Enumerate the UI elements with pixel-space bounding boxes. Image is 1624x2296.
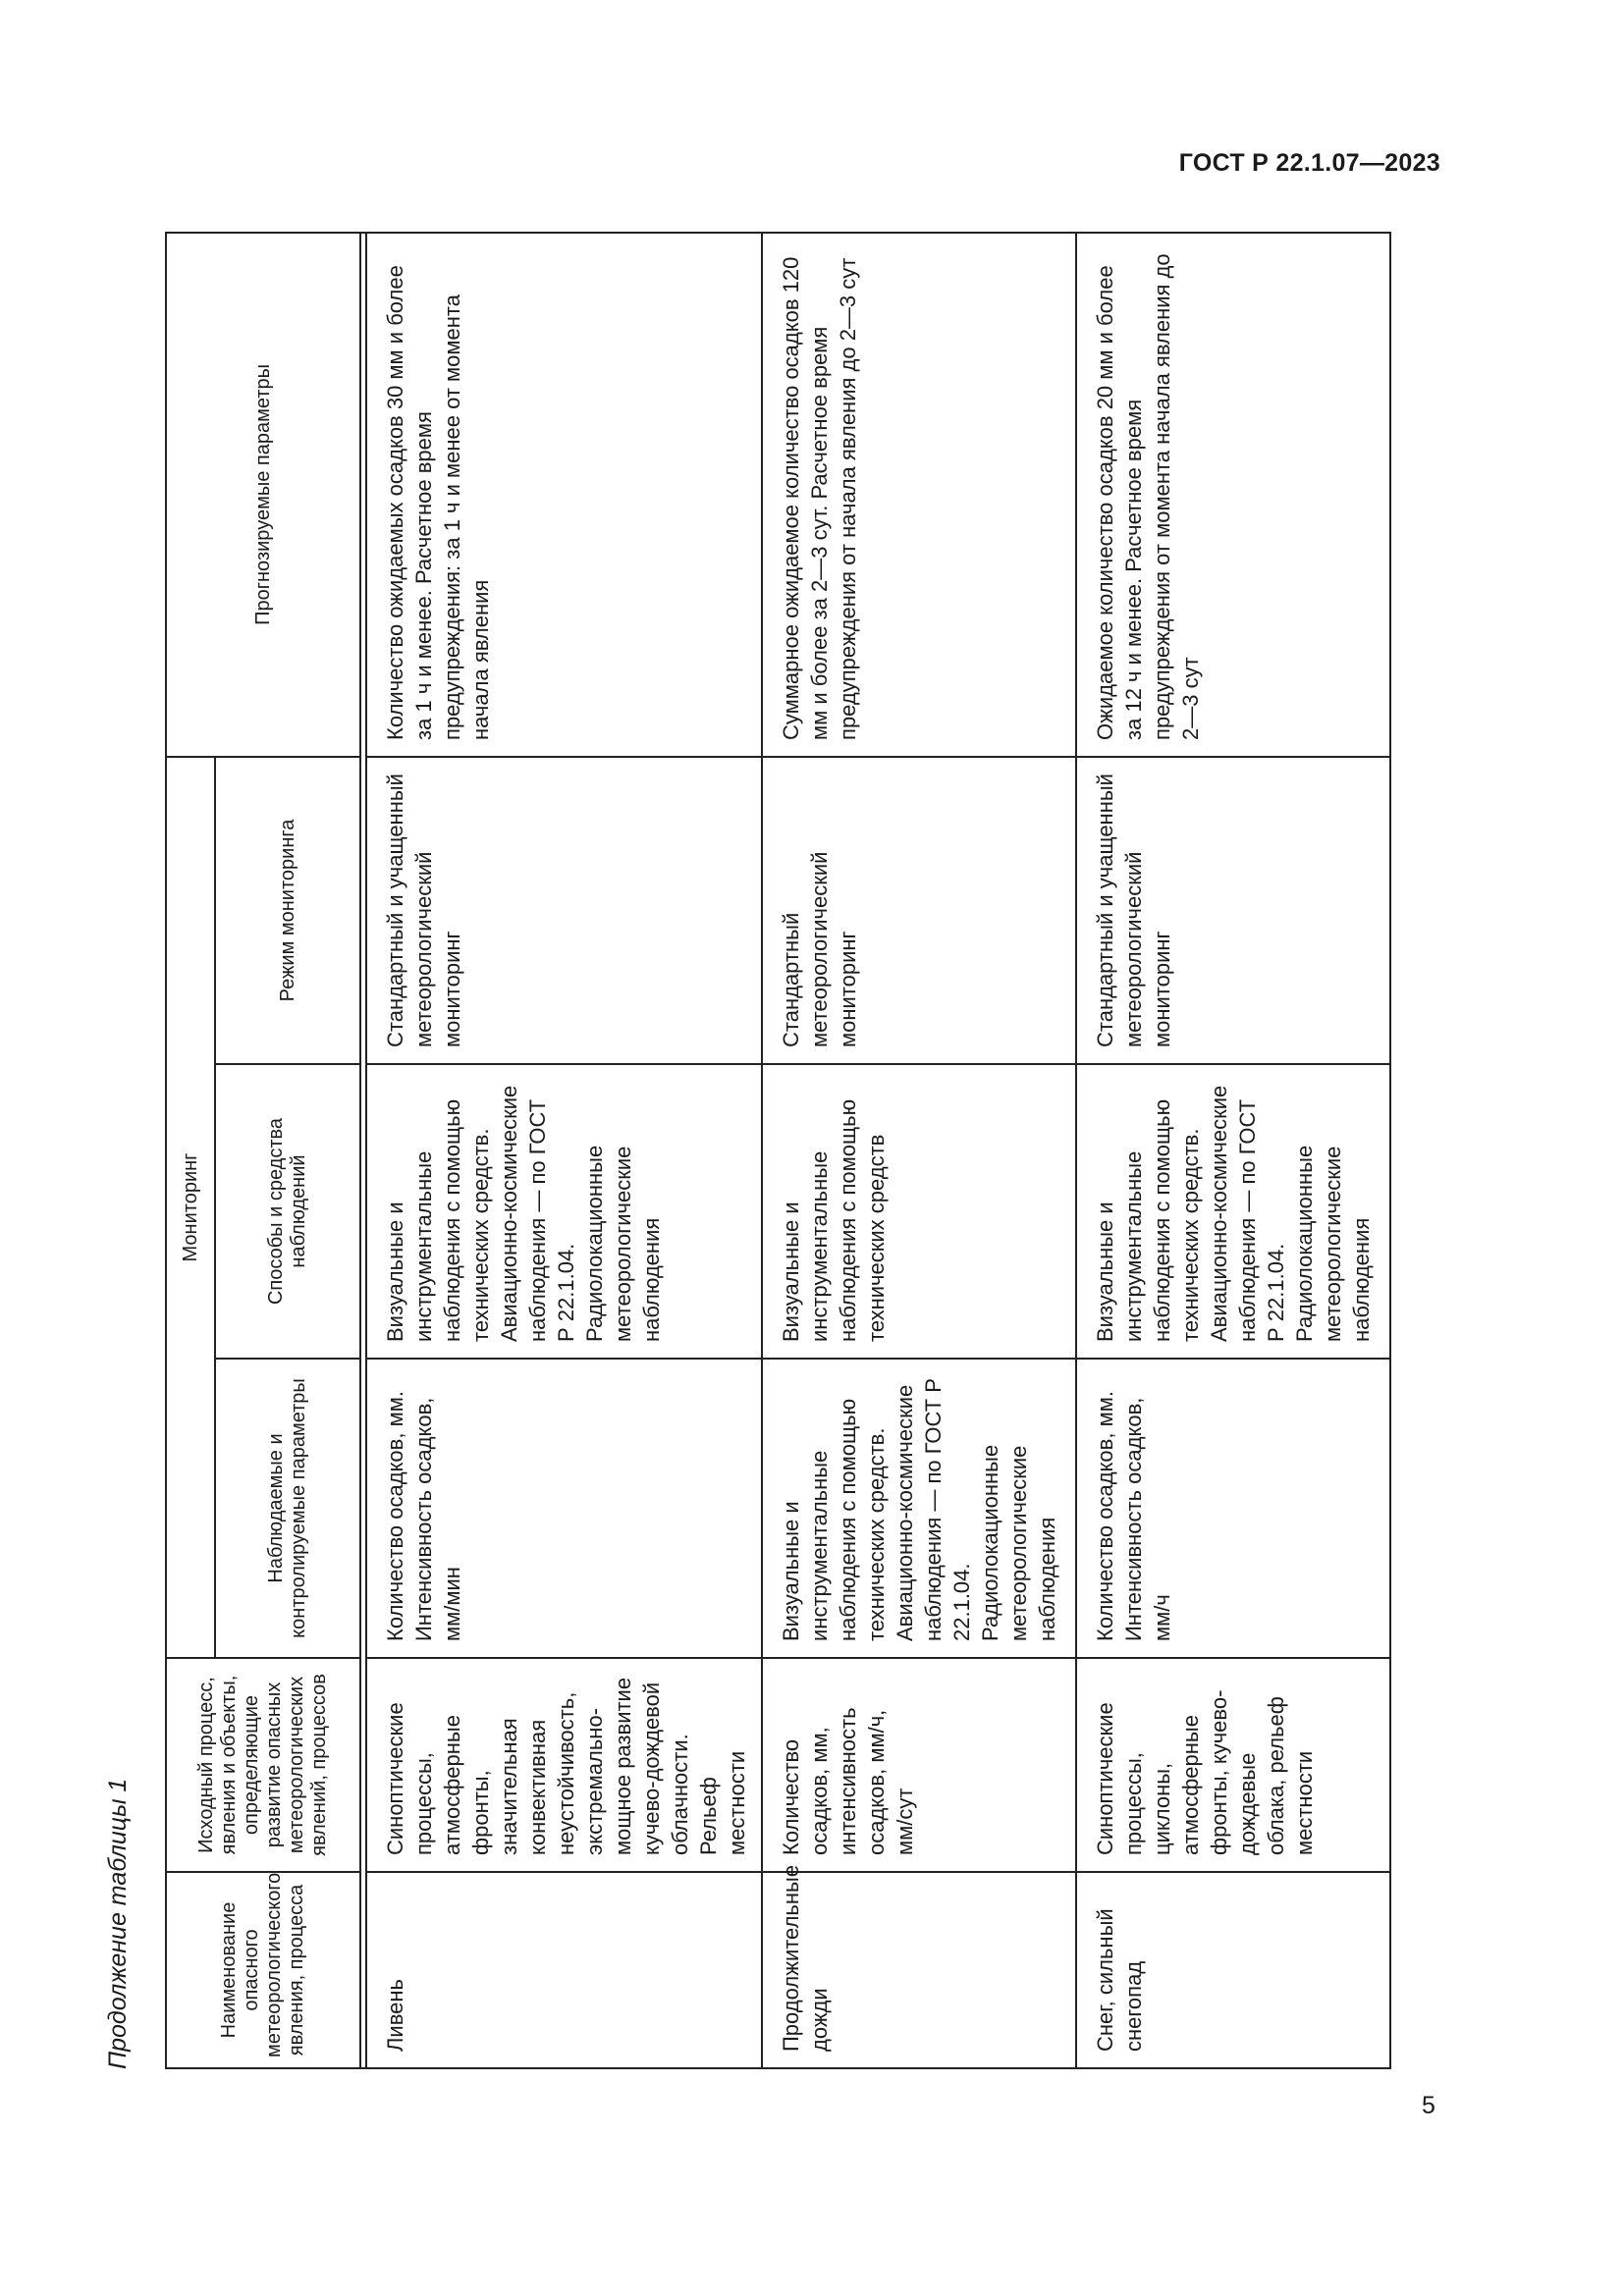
- data-table: [165, 232, 1391, 2069]
- cell-forecast: Суммарное ожидаемое количество осадков 120 мм и более за 2—3 сут. Расчетное время предупреждения от начала явления до 2—3 сут: [762, 233, 1076, 757]
- page-number: 5: [1422, 2092, 1435, 2119]
- cell-forecast: Ожидаемое количество осадков 20 мм и более за 12 ч и менее. Расчетное время предупреждения от момента начала явления до 2—3 сут: [1076, 233, 1390, 757]
- table-row: [762, 233, 1076, 2068]
- header-forecast: Прогнозируемые параметры: [166, 233, 360, 757]
- cell-mode: Стандартный метеорологический мониторинг: [762, 757, 1076, 1064]
- cell-methods: Визуальные и инструментальные наблюдения с помощью технических средств. Авиационно-космические наблюдения — по ГОСТ Р 22.1.04. Радиолокационные метеорологические наблюдения: [366, 1064, 762, 1359]
- header-observed: Наблюдаемые и контролируемые параметры: [215, 1359, 360, 1658]
- header-name: Наименование опасного метеорологического явления, процесса: [166, 1872, 360, 2068]
- cell-methods: Визуальные и инструментальные наблюдения с помощью технических средств. Авиационно-космические наблюдения — по ГОСТ Р 22.1.04. Радиолокационные метеорологические наблюдения: [1076, 1064, 1390, 1359]
- cell-mode: Стандартный и учащенный метеорологический мониторинг: [1076, 757, 1390, 1064]
- header-monitoring: Мониторинг: [166, 757, 215, 1658]
- cell-observed: Количество осадков, мм. Интенсивность осадков, мм/ч: [1076, 1359, 1390, 1658]
- cell-methods: Визуальные и инструментальные наблюдения с помощью технических средств: [762, 1064, 1076, 1359]
- cell-observed: Количество осадков, мм. Интенсивность осадков, мм/мин: [366, 1359, 762, 1658]
- table-row: [1076, 233, 1390, 2068]
- cell-mode: Стандартный и учащенный метеорологический мониторинг: [366, 757, 762, 1064]
- cell-source: Количество осадков, мм, интенсивность осадков, мм/ч, мм/сут: [762, 1658, 1076, 1872]
- standard-number: ГОСТ Р 22.1.07—2023: [1178, 149, 1440, 177]
- rotated-table-container: [104, 234, 1374, 2069]
- cell-forecast: Количество ожидаемых осадков 30 мм и более за 1 ч и менее. Расчетное время предупреждения: за 1 ч и менее от момента начала явления: [366, 233, 762, 757]
- header-source: Исходный процесс, явления и объекты, определяющие развитие опасных метеорологических явлений, процессов: [166, 1658, 360, 1872]
- header-methods: Способы и средства наблюдений: [215, 1064, 360, 1359]
- table-caption: Продолжение таблицы 1: [104, 1778, 132, 2069]
- table-row: [366, 233, 762, 2068]
- cell-source: Синоптические процессы, циклоны, атмосферные фронты, кучево-дождевые облака, рельеф местности: [1076, 1658, 1390, 1872]
- cell-observed: Визуальные и инструментальные наблюдения с помощью технических средств. Авиационно-космические наблюдения — по ГОСТ Р 22.1.04. Радиолокационные метеорологические наблюдения: [762, 1359, 1076, 1658]
- cell-name: Ливень: [366, 1872, 762, 2068]
- header-mode: Режим мониторинга: [215, 757, 360, 1064]
- cell-name: Снег, сильный снегопад: [1076, 1872, 1390, 2068]
- cell-name: Продолжительные дожди: [762, 1872, 1076, 2068]
- cell-source: Синоптические процессы, атмосферные фронты, значительная конвективная неустойчивость, экстремально-мощное развитие кучево-дождевой облачности. Рельеф местности: [366, 1658, 762, 1872]
